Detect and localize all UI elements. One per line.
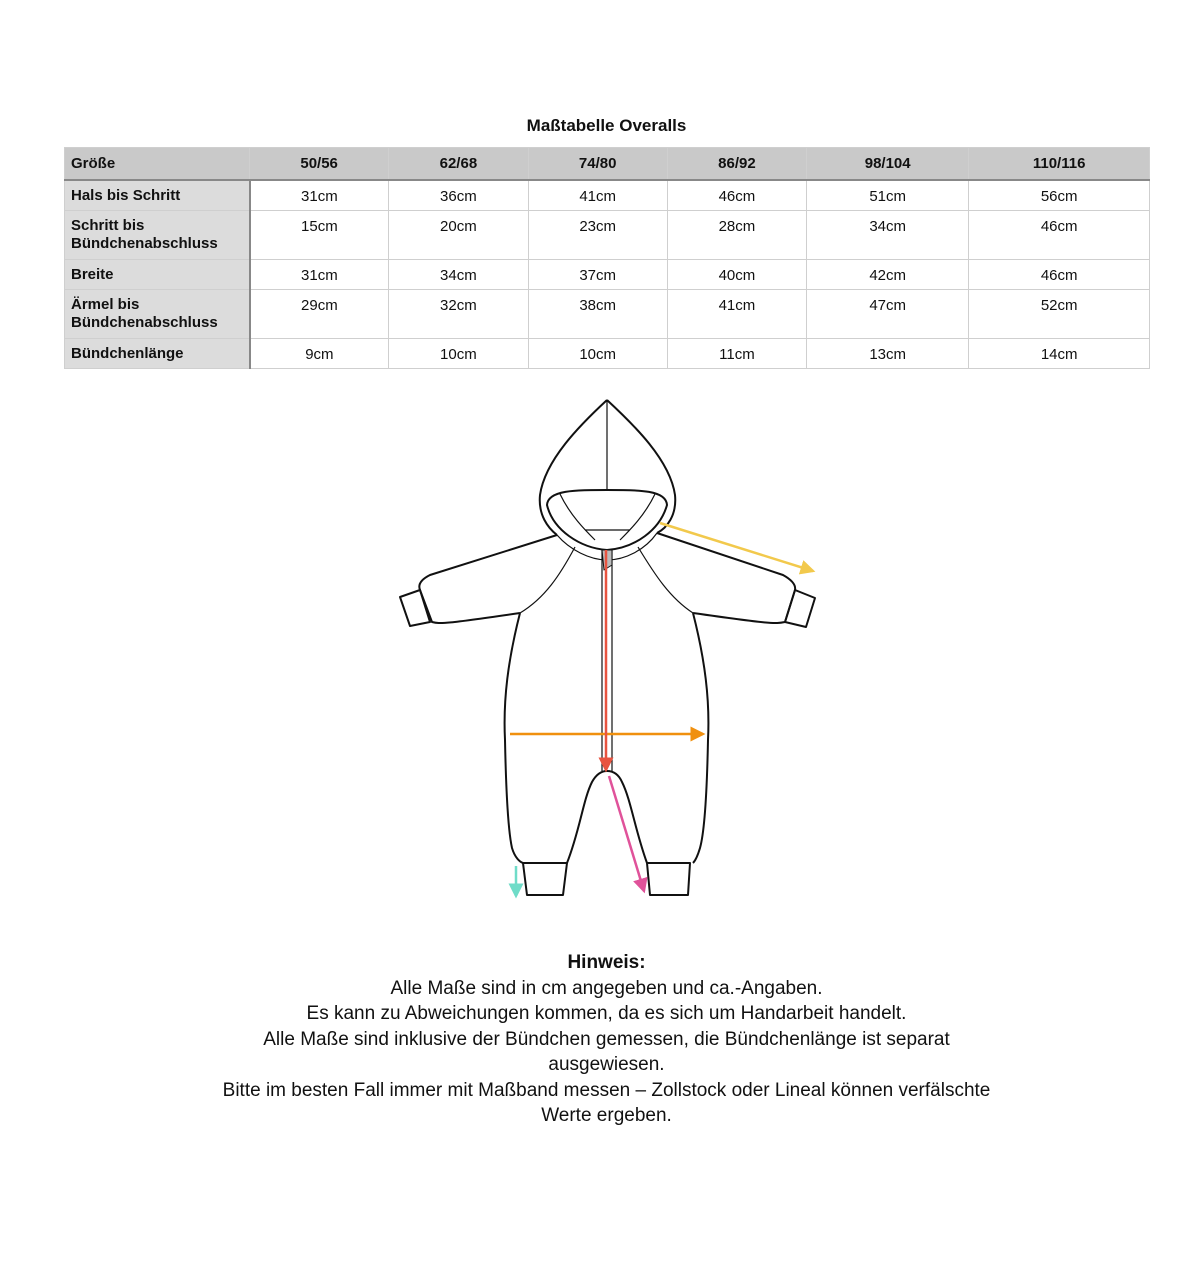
table-cell: 38cm (528, 289, 667, 338)
header-cell: Größe (65, 148, 250, 181)
row-label: Bündchenlänge (65, 338, 250, 368)
table-cell: 20cm (389, 210, 528, 259)
table-cell: 46cm (667, 180, 806, 210)
table-cell: 36cm (389, 180, 528, 210)
table-cell: 10cm (528, 338, 667, 368)
table-cell: 29cm (250, 289, 389, 338)
table-cell: 46cm (969, 259, 1150, 289)
table-cell: 37cm (528, 259, 667, 289)
table-cell: 31cm (250, 180, 389, 210)
notes-line: ausgewiesen. (548, 1054, 665, 1075)
table-cell: 52cm (969, 289, 1150, 338)
table-cell: 28cm (667, 210, 806, 259)
header-cell: 74/80 (528, 148, 667, 181)
table-cell: 40cm (667, 259, 806, 289)
table-cell: 10cm (389, 338, 528, 368)
row-label: Ärmel bis Bündchenabschluss (65, 289, 250, 338)
notes-line: Alle Maße sind in cm angegeben und ca.-Angaben. (390, 977, 823, 999)
table-cell: 23cm (528, 210, 667, 259)
notes-heading: Hinweis: (567, 952, 646, 973)
page-title: Maßtabelle Overalls (526, 116, 687, 135)
header-cell: 50/56 (250, 148, 389, 181)
table-cell: 32cm (389, 289, 528, 338)
header-cell: 110/116 (969, 148, 1150, 181)
table-cell: 9cm (250, 338, 389, 368)
row-label: Breite (65, 259, 250, 289)
overall-outline (400, 400, 815, 895)
notes-line: Bitte im besten Fall immer mit Maßband messen – Zollstock oder Lineal können verfälschte (222, 1079, 991, 1101)
table-cell: 41cm (528, 180, 667, 210)
table-cell: 47cm (807, 289, 969, 338)
table-cell: 13cm (807, 338, 969, 368)
header-cell: 62/68 (389, 148, 528, 181)
table-cell: 31cm (250, 259, 389, 289)
table-cell: 56cm (969, 180, 1150, 210)
header-cell: 98/104 (807, 148, 969, 181)
table-cell: 51cm (807, 180, 969, 210)
header-cell: 86/92 (667, 148, 806, 181)
table-cell: 11cm (667, 338, 806, 368)
notes-line: Alle Maße sind inklusive der Bündchen gemessen, die Bündchenlänge ist separat (263, 1028, 950, 1050)
table-cell: 41cm (667, 289, 806, 338)
notes-line: Es kann zu Abweichungen kommen, da es sich um Handarbeit handelt. (306, 1003, 907, 1024)
notes-line: Werte ergeben. (541, 1105, 672, 1126)
table-cell: 14cm (969, 338, 1150, 368)
sleeve-length-arrow (660, 523, 813, 571)
table-cell: 42cm (807, 259, 969, 289)
table-cell: 46cm (969, 210, 1150, 259)
table-cell: 34cm (389, 259, 528, 289)
notes-section (0, 950, 1202, 1129)
table-cell: 15cm (250, 210, 389, 259)
table-cell: 34cm (807, 210, 969, 259)
row-label: Schritt bis Bündchenabschluss (65, 210, 250, 259)
row-label: Hals bis Schritt (65, 180, 250, 210)
